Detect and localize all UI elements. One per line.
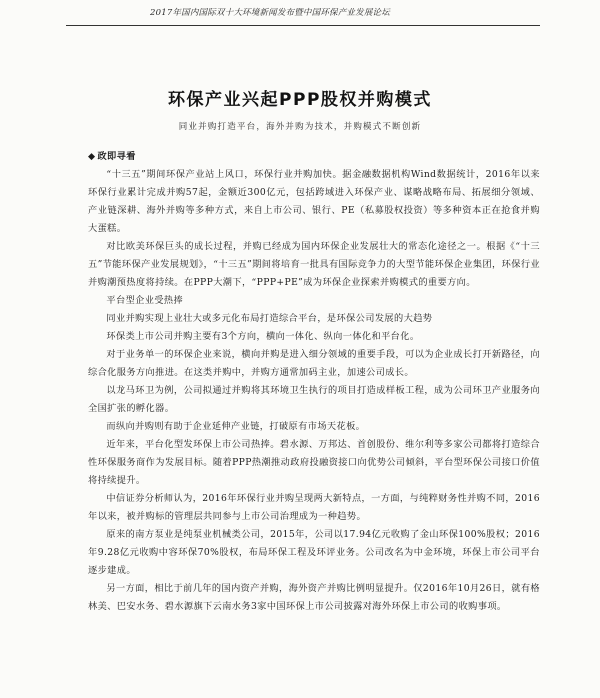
header-rule	[66, 25, 540, 26]
paragraph-6: 以龙马环卫为例，公司拟通过并购将其环境卫生执行的项目打造成样板工程，成为公司环卫产业服务向全国扩张的孵化器。	[88, 385, 540, 414]
section-label	[88, 148, 540, 166]
paragraph-11: 另一方面，相比于前几年的国内资产并购，海外资产并购比例明显提升。仅2016年10月26日，就有格林美、巴安水务、碧水源旗下云南水务3家中国环保上市公司披露对海外环保上市公司的收购事项。	[88, 583, 540, 612]
paragraph-3: 同业并购实现上业壮大或多元化布局打造综合平台，是环保公司发展的大趋势	[106, 313, 433, 324]
paragraph-10: 原来的南方泵业是纯泵业机械类公司，2015年，公司以17.94亿元收购了金山环保100%股权；2016年9.28亿元收购中容环保70%股权，布局环保工程及环评业务。公司改名为中金环境，环保上市公司平台逐步建成。	[88, 529, 540, 576]
article-body	[88, 148, 540, 616]
section-label-text: 政即寻看	[97, 151, 136, 162]
paragraph-8: 近年来，平台化型发环保上市公司热捧。碧水源、万邦达、首创股份、维尔利等多家公司都将打造综合性环保服务商作为发展目标。随着PPP热潮推动政府投融资接口向优势公司倾斜，平台型环保公司接口价值将持续提升。	[88, 439, 540, 486]
diamond-bullet-icon: ◆	[88, 151, 96, 162]
paragraph-2: 对比欧美环保巨头的成长过程，并购已经成为国内环保企业发展壮大的常态化途径之一。根据《“十三五”节能环保产业发展规划》，“十三五”期间将培育一批具有国际竞争力的大型节能环保企业集团，环保行业并购潮预热度将持续。在PPP大潮下，“PPP+PE”成为环保企业探索并购模式的重要方向。	[88, 241, 540, 288]
subheading: 平台型企业受热捧	[106, 295, 184, 306]
paragraph-5: 对于业务单一的环保企业来说，横向并购是进入细分领域的重要手段，可以为企业成长打开新路径，向综合化服务方向推进。在这类并购中，并购方通常加码主业，加速公司成长。	[88, 349, 540, 378]
article-subtitle: 同业并购打造平台，海外并购为技术，并购模式不断创新	[178, 122, 422, 132]
paragraph-9: 中信证券分析师认为，2016年环保行业并购呈现两大新特点，一方面，与纯粹财务性并购不同，2016年以来，被并购标的管理层共同参与上市公司治理成为一种趋势。	[88, 493, 540, 522]
article-title: 环保产业兴起PPP股权并购模式	[168, 90, 432, 110]
paragraph-4: 环保类上市公司并购主要有3个方向，横向一体化、纵向一体化和平台化。	[106, 331, 420, 342]
running-header: 2017年国内国际双十大环境新闻发布暨中国环保产业发展论坛	[150, 8, 390, 18]
paragraph-1: “十三五”期间环保产业站上风口，环保行业并购加快。据金融数据机构Wind数据统计，2016年以来环保行业累计完成并购57起，金额近300亿元，包括跨域进入环保产业、谋略战略布局、拓展细分领域、产业链深耕、海外并购等多种方式，来自上市公司、银行、PE（私募股权投资）等多种资本正在抢食并购大蛋糕。	[88, 169, 540, 234]
paragraph-7: 而纵向并购则有助于企业延伸产业链，打破原有市场天花板。	[106, 421, 366, 432]
